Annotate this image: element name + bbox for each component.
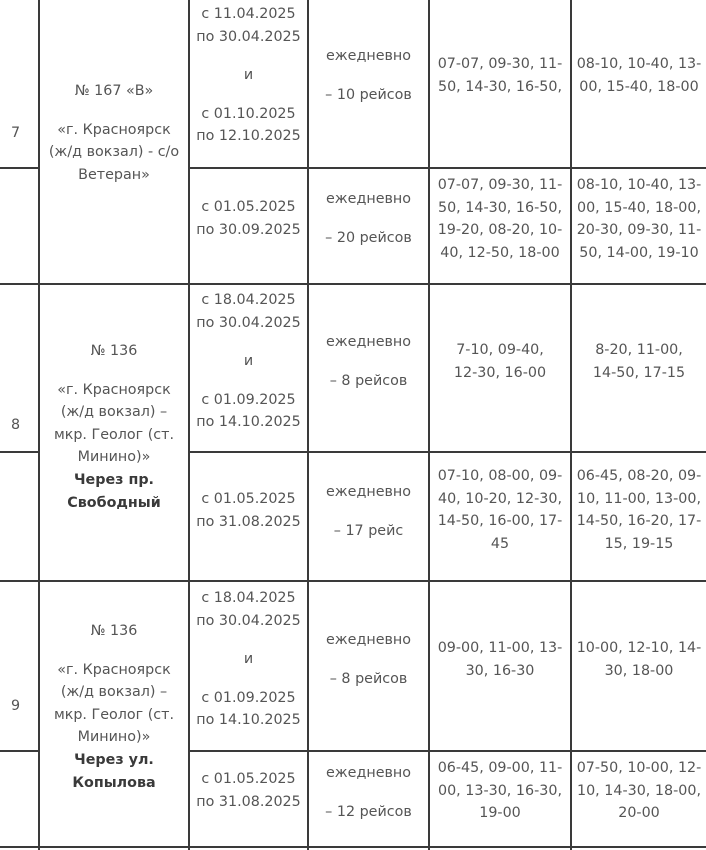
departure-line: 19-20, 08-20, 10- bbox=[437, 222, 563, 239]
period-date: с 01.05.2025 bbox=[201, 491, 296, 507]
departure-line: 07-07, 09-30, 11- bbox=[437, 56, 563, 72]
departure-line: 14-50, 16-00, 17- bbox=[437, 513, 563, 530]
departures-forward bbox=[430, 53, 570, 98]
period-date: с 01.05.2025 bbox=[201, 199, 296, 215]
period-cell bbox=[190, 289, 307, 434]
route-via: Через пр. bbox=[73, 471, 154, 488]
period-date: по 12.10.2025 bbox=[196, 128, 301, 145]
route-line: «г. Красноярск bbox=[57, 381, 171, 398]
column-divider bbox=[307, 0, 309, 850]
route-cell bbox=[40, 340, 188, 514]
departure-line: 50, 14-00, 19-10 bbox=[579, 244, 699, 261]
departure-line: 50, 14-30, 16-50, bbox=[437, 199, 562, 216]
departure-line: 8-20, 11-00, bbox=[595, 342, 683, 358]
departure-line: 12-30, 16-00 bbox=[453, 364, 547, 381]
route-title: № 167 «В» bbox=[74, 83, 154, 99]
route-line: Минино)» bbox=[77, 449, 151, 466]
row-number: 7 bbox=[11, 125, 21, 141]
row-divider bbox=[0, 580, 706, 582]
departure-line: 08-10, 10-40, 13- bbox=[576, 177, 702, 193]
period-date: по 30.04.2025 bbox=[196, 28, 301, 45]
departure-line: 20-00 bbox=[618, 805, 660, 822]
row-divider bbox=[0, 167, 38, 169]
departure-line: 07-10, 08-00, 09- bbox=[437, 468, 563, 484]
route-title: № 136 bbox=[90, 343, 138, 359]
departure-line: 15, 19-15 bbox=[604, 535, 674, 552]
frequency-cell bbox=[309, 762, 428, 823]
departure-line: 10, 11-00, 13-00, bbox=[576, 490, 701, 507]
period-date: по 14.10.2025 bbox=[196, 414, 301, 431]
departures-forward bbox=[430, 339, 570, 384]
departures-return bbox=[572, 465, 706, 555]
period-conjunction: и bbox=[243, 353, 254, 370]
period-date: по 30.04.2025 bbox=[196, 314, 301, 331]
period-date: по 14.10.2025 bbox=[196, 712, 301, 729]
row-divider bbox=[188, 750, 706, 752]
frequency: ежедневно bbox=[325, 484, 412, 500]
period-date: с 01.09.2025 bbox=[201, 391, 296, 408]
departure-line: 40, 10-20, 12-30, bbox=[437, 490, 562, 507]
route-line: (ж/д вокзал) – bbox=[60, 404, 168, 421]
row-number: 9 bbox=[11, 698, 21, 714]
departure-line: 00, 15-40, 18-00 bbox=[579, 78, 699, 95]
route-via: Копылова bbox=[72, 774, 156, 791]
row-divider bbox=[0, 283, 706, 285]
departures-forward bbox=[430, 174, 570, 264]
route-line: мкр. Геолог (ст. bbox=[53, 426, 175, 443]
departures-return bbox=[572, 53, 706, 98]
period-cell bbox=[190, 488, 307, 533]
period-conjunction: и bbox=[243, 651, 254, 668]
trip-count: – 8 рейсов bbox=[329, 372, 408, 389]
route-line: (ж/д вокзал) - с/о bbox=[48, 144, 180, 161]
departure-line: 50, 14-30, 16-50, bbox=[437, 78, 562, 95]
frequency-cell bbox=[309, 45, 428, 106]
period-date: с 11.04.2025 bbox=[201, 6, 296, 22]
departure-line: 40, 12-50, 18-00 bbox=[440, 244, 560, 261]
frequency: ежедневно bbox=[325, 334, 412, 350]
frequency: ежедневно bbox=[325, 48, 412, 64]
period-date: с 18.04.2025 bbox=[201, 590, 296, 606]
departures-return bbox=[572, 637, 706, 682]
departures-forward bbox=[430, 465, 570, 555]
row-divider bbox=[0, 846, 706, 848]
frequency: ежедневно bbox=[325, 765, 412, 781]
departure-line: 14-50, 16-20, 17- bbox=[576, 513, 702, 530]
trip-count: – 20 рейсов bbox=[325, 229, 412, 246]
frequency-cell bbox=[309, 481, 428, 542]
period-date: по 30.04.2025 bbox=[196, 612, 301, 629]
frequency-cell bbox=[309, 188, 428, 249]
column-divider bbox=[428, 0, 430, 850]
departure-line: 09-00, 11-00, 13- bbox=[437, 640, 563, 656]
frequency-cell bbox=[309, 629, 428, 690]
departure-line: 00, 15-40, 18-00, bbox=[576, 199, 701, 216]
period-date: по 30.09.2025 bbox=[196, 221, 301, 238]
route-line: «г. Красноярск bbox=[57, 661, 171, 678]
route-line: Минино)» bbox=[77, 729, 151, 746]
departures-return bbox=[572, 757, 706, 825]
route-line: Ветеран» bbox=[78, 166, 150, 183]
route-line: (ж/д вокзал) – bbox=[60, 684, 168, 701]
departures-return bbox=[572, 174, 706, 264]
row-divider bbox=[0, 451, 38, 453]
departure-line: 07-50, 10-00, 12- bbox=[576, 760, 702, 776]
frequency: ежедневно bbox=[325, 632, 412, 648]
departure-line: 06-45, 09-00, 11- bbox=[437, 760, 563, 776]
departure-line: 19-00 bbox=[479, 805, 521, 822]
departure-line: 10-00, 12-10, 14- bbox=[576, 640, 702, 656]
row-divider bbox=[188, 451, 706, 453]
departure-line: 08-10, 10-40, 13- bbox=[576, 56, 702, 72]
row-divider bbox=[188, 167, 706, 169]
column-divider bbox=[570, 0, 572, 850]
departure-line: 7-10, 09-40, bbox=[456, 342, 544, 358]
route-line: мкр. Геолог (ст. bbox=[53, 706, 175, 723]
frequency: ежедневно bbox=[325, 191, 412, 207]
departure-line: 06-45, 08-20, 09- bbox=[576, 468, 702, 484]
period-conjunction: и bbox=[243, 67, 254, 84]
route-via: Через ул. bbox=[74, 751, 154, 768]
frequency-cell bbox=[309, 331, 428, 392]
period-cell bbox=[190, 768, 307, 813]
period-date: по 31.08.2025 bbox=[196, 793, 301, 810]
departure-line: 30, 16-30 bbox=[465, 662, 535, 679]
period-cell bbox=[190, 196, 307, 241]
period-cell bbox=[190, 587, 307, 732]
period-date: по 31.08.2025 bbox=[196, 513, 301, 530]
period-date: с 01.10.2025 bbox=[201, 105, 296, 122]
row-divider bbox=[0, 750, 38, 752]
trip-count: – 17 рейс bbox=[333, 522, 404, 539]
departure-line: 45 bbox=[490, 535, 510, 552]
trip-count: – 12 рейсов bbox=[325, 803, 412, 820]
departures-forward bbox=[430, 757, 570, 825]
departure-line: 00, 13-30, 16-30, bbox=[437, 782, 562, 799]
departures-return bbox=[572, 339, 706, 384]
period-date: с 01.09.2025 bbox=[201, 689, 296, 706]
trip-count: – 8 рейсов bbox=[329, 670, 408, 687]
route-title: № 136 bbox=[90, 623, 138, 639]
departure-line: 10, 14-30, 18-00, bbox=[576, 782, 701, 799]
route-line: «г. Красноярск bbox=[57, 121, 171, 138]
route-via: Свободный bbox=[67, 494, 161, 511]
trip-count: – 10 рейсов bbox=[325, 86, 412, 103]
departure-line: 20-30, 09-30, 11- bbox=[576, 222, 702, 239]
departures-forward bbox=[430, 637, 570, 682]
route-cell bbox=[40, 80, 188, 186]
departure-line: 30, 18-00 bbox=[604, 662, 674, 679]
departure-line: 14-50, 17-15 bbox=[592, 364, 686, 381]
departure-line: 07-07, 09-30, 11- bbox=[437, 177, 563, 193]
period-cell bbox=[190, 3, 307, 148]
route-cell bbox=[40, 620, 188, 794]
period-date: с 18.04.2025 bbox=[201, 292, 296, 308]
period-date: с 01.05.2025 bbox=[201, 771, 296, 787]
row-number: 8 bbox=[11, 417, 21, 433]
